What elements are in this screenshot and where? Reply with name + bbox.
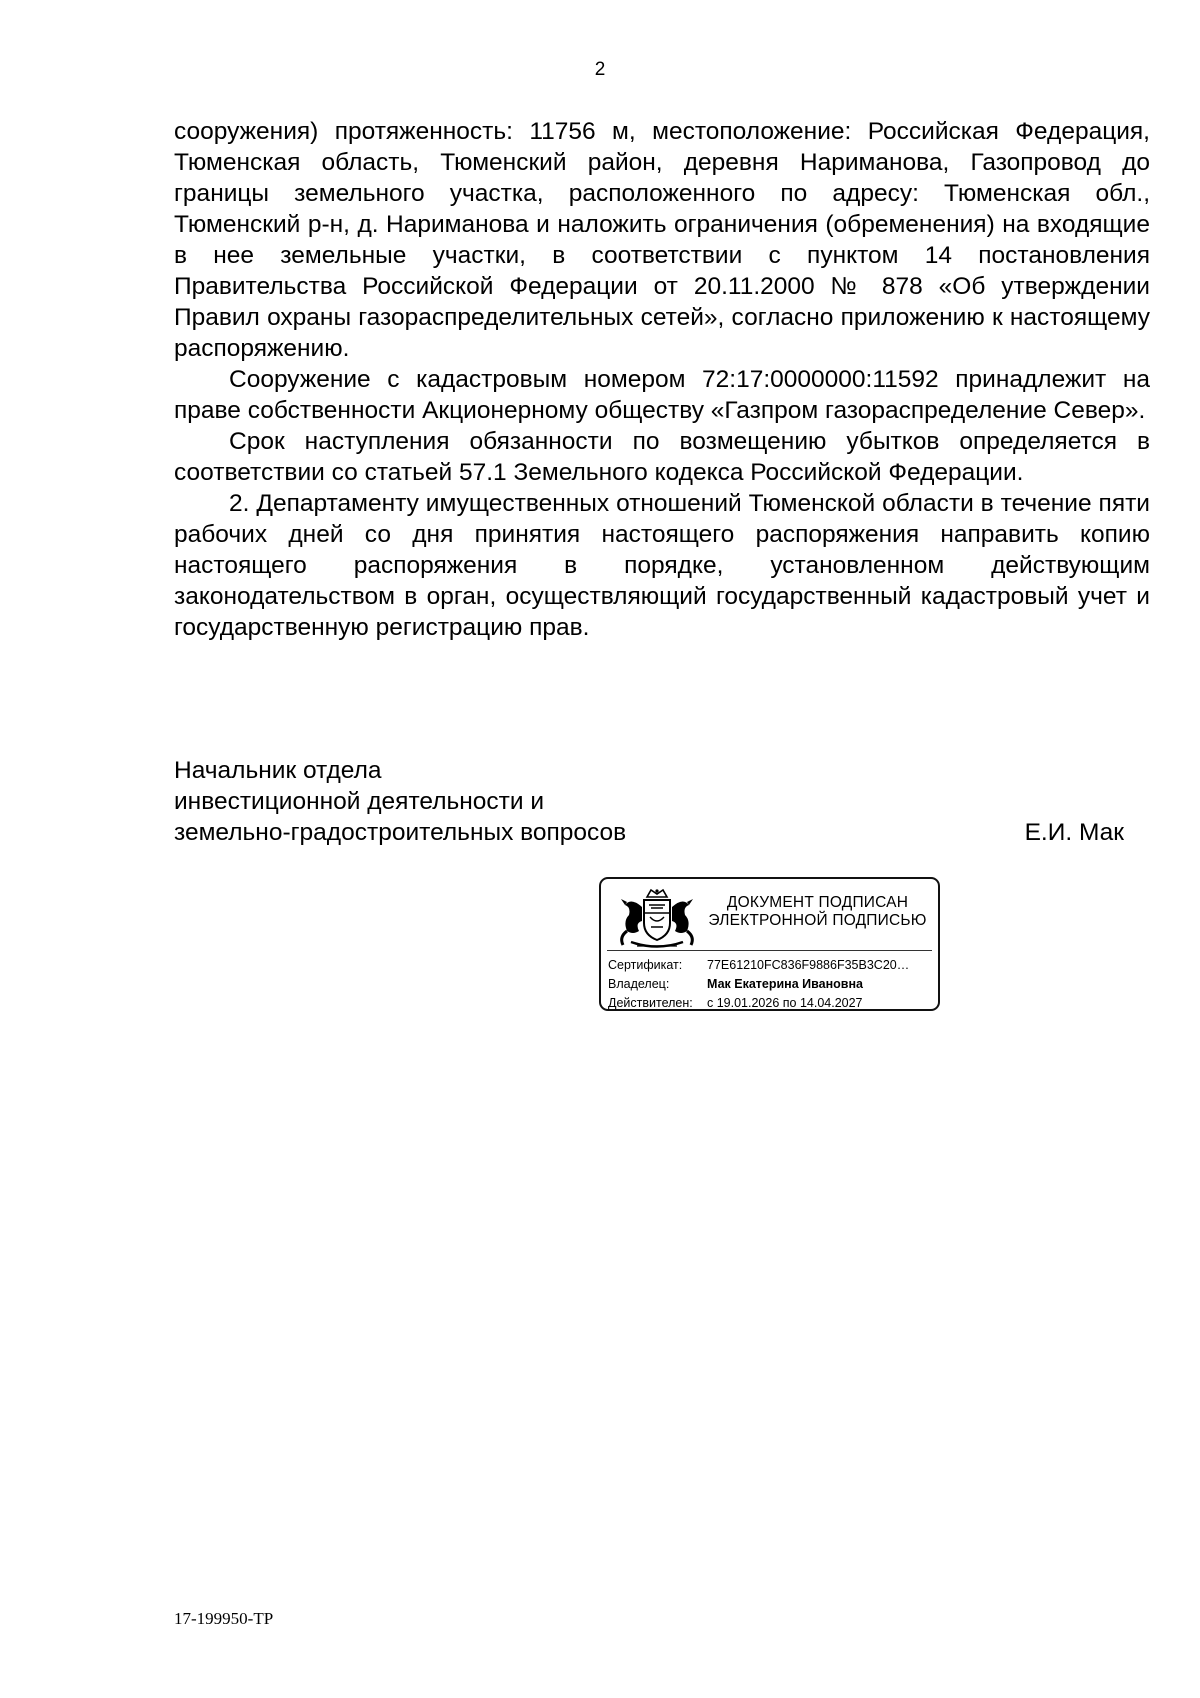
stamp-validity-row: [608, 995, 863, 1011]
owner-value: Мак Екатерина Ивановна: [707, 977, 863, 991]
signer-position-line: земельно-градостроительных вопросов: [174, 819, 627, 846]
signature-block: [174, 755, 1150, 848]
page-number: 2: [594, 59, 606, 80]
signer-position-line: Начальник отдела: [174, 757, 382, 784]
stamp-certificate-row: [608, 957, 909, 973]
paragraph-item-2: 2. Департаменту имущественных отношений Тюменской области в течение пяти рабочих дней со дня принятия настоящего распоряжения направить копию настоящего распоряжения в порядке, установленном действующим законодательством в орган, осуществляющий государственный кадастровый учет и государственную регистрацию прав.: [174, 490, 1150, 641]
paragraph-compensation: Срок наступления обязанности по возмещению убытков определяется в соответствии со статьей 57.1 Земельного кодекса Российской Федерации.: [174, 428, 1150, 486]
document-body: [174, 116, 1150, 643]
document-code: 17-199950-ТР: [174, 1609, 274, 1628]
stamp-owner-row: [608, 976, 863, 992]
certificate-label: Сертификат:: [608, 958, 683, 972]
stamp-title-line: ЭЛЕКТРОННОЙ ПОДПИСЬЮ: [708, 912, 927, 929]
electronic-signature-stamp: [599, 877, 940, 1011]
certificate-value: 77E61210FC836F9886F35B3C20…: [707, 958, 910, 972]
stamp-title-line: ДОКУМЕНТ ПОДПИСАН: [726, 894, 909, 911]
valid-value: с 19.01.2026 по 14.04.2027: [707, 996, 863, 1010]
signer-position-line: инвестиционной деятельности и: [174, 788, 545, 815]
tyumen-coat-of-arms-icon: [613, 887, 701, 953]
valid-label: Действителен:: [608, 996, 693, 1010]
stamp-divider: [607, 950, 932, 951]
paragraph-continuation: сооружения) протяженность: 11756 м, местоположение: Российская Федерация, Тюменская область, Тюменский район, деревня Нариманова, Газопровод до границы земельного участка, расположенного по адресу: Тюменская обл., Тюменский р-н, д. Нариманова и наложить ограничения (обременения) на входящие в нее земельные участки, в соответствии с пунктом 14 постановления Правительства Российской Федерации от 20.11.2000 № 878 «Об утверждении Правил охраны газораспределительных сетей», согласно приложению к настоящему распоряжению.: [174, 118, 1150, 362]
paragraph-ownership: Сооружение с кадастровым номером 72:17:0000000:11592 принадлежит на праве собственности Акционерному обществу «Газпром газораспределение Север».: [174, 366, 1150, 424]
signer-name: Е.И. Мак: [1024, 819, 1124, 846]
owner-label: Владелец:: [608, 977, 670, 991]
stamp-title: [705, 894, 930, 930]
